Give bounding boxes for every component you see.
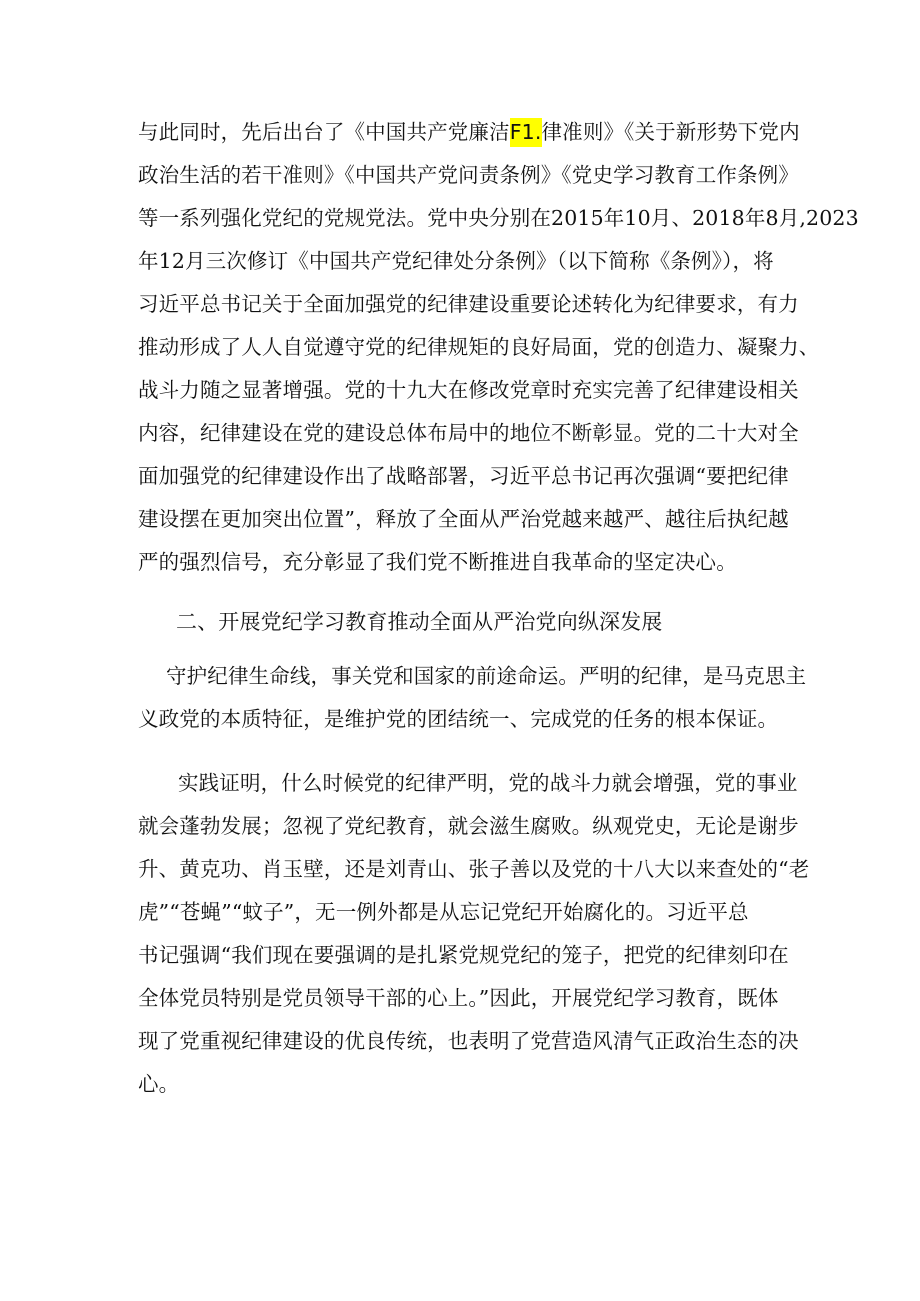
para1-line-7: 战斗力随之显著增强。党的十九大在修改党章时充实完善了纪律建设相关 xyxy=(138,378,799,402)
para1-line-1 xyxy=(138,118,800,146)
para1-line-4: 年12月三次修订《中国共产党纪律处分条例》（以下简称《条例》），将 xyxy=(138,249,774,273)
section-heading: 二、开展党纪学习教育推动全面从严治党向纵深发展 xyxy=(176,610,663,634)
highlighted-text: F1. xyxy=(510,118,542,147)
para1-line-2: 政治生活的若干准则》《中国共产党问责条例》《党史学习教育工作条例》 xyxy=(138,163,799,187)
para3-line-7: 现了党重视纪律建设的优良传统，也表明了党营造风清气正政治生态的决 xyxy=(138,1029,799,1053)
para3-line-4: 虎”“苍蝇”“蚊子”，无一例外都是从忘记党纪开始腐化的。习近平总 xyxy=(138,900,749,924)
para1-line-11: 严的强烈信号，充分彰显了我们党不断推进自我革命的坚定决心。 xyxy=(138,550,737,574)
para1-line-1-text-b: 律准则》《关于新形势下党内 xyxy=(541,120,800,144)
para1-line-3: 等一系列强化党纪的党规党法。党中央分别在2015年10月、2018年8月,2023 xyxy=(138,206,859,230)
para3-line-3: 升、黄克功、肖玉壁，还是刘青山、张子善以及党的十八大以来查处的“老 xyxy=(138,857,810,881)
para1-line-10: 建设摆在更加突出位置”，释放了全面从严治党越来越严、越往后执纪越 xyxy=(138,507,789,531)
para1-line-1-text-a: 与此同时，先后出台了《中国共产党廉洁 xyxy=(138,120,510,144)
para3-line-2: 就会蓬勃发展；忽视了党纪教育，就会滋生腐败。纵观党史，无论是谢步 xyxy=(138,814,799,838)
para2-line-2: 义政党的本质特征，是维护党的团结统一、完成党的任务的根本保证。 xyxy=(138,707,779,731)
para3-line-1: 实践证明，什么时候党的纪律严明，党的战斗力就会增强，党的事业 xyxy=(178,771,798,795)
para3-line-5: 书记强调“我们现在要强调的是扎紧党规党纪的笼子，把党的纪律刻印在 xyxy=(138,943,789,967)
para3-line-8: 心。 xyxy=(138,1072,180,1096)
para1-line-8: 内容，纪律建设在党的建设总体布局中的地位不断彰显。党的二十大对全 xyxy=(138,421,799,445)
para3-line-6: 全体党员特别是党员领导干部的心上。”因此，开展党纪学习教育，既体 xyxy=(138,986,779,1010)
para1-line-5: 习近平总书记关于全面加强党的纪律建设重要论述转化为纪律要求，有力 xyxy=(138,292,799,316)
para2-line-1: 守护纪律生命线，事关党和国家的前途命运。严明的纪律，是马克思主 xyxy=(166,664,807,688)
para1-line-6: 推动形成了人人自觉遵守党的纪律规矩的良好局面，党的创造力、凝聚力、 xyxy=(138,335,820,359)
para1-line-9: 面加强党的纪律建设作出了战略部署，习近平总书记再次强调“要把纪律 xyxy=(138,464,789,488)
